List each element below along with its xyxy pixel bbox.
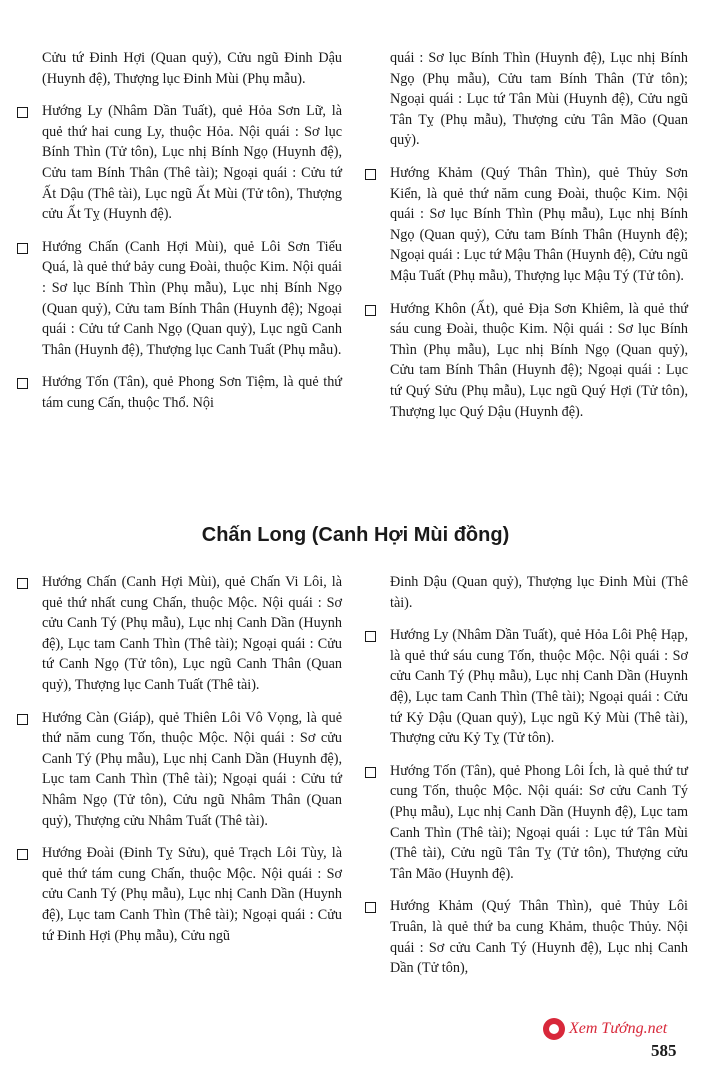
page-number: 585 [651, 1041, 677, 1060]
paragraph [42, 48, 342, 89]
checkbox-bullet-icon [17, 849, 28, 860]
checkbox-bullet-icon [365, 169, 376, 180]
checkbox-bullet-icon [365, 767, 376, 778]
paragraph-text: Hướng Chấn (Canh Hợi Mùi), quẻ Chấn Vi Lôi, là quẻ thứ nhất cung Chấn, thuộc Mộc. Nội quái : Sơ cửu Canh Tý (Phụ mẫu), Lục nhị Canh Dần (Huynh đệ), Lục tam Canh Thìn (Thê tài); Ngoại quái : Cửu tứ Canh Ngọ (Tử tôn), Lục ngũ Canh Thân (Quan quỷ), Thượng lục Canh Tuất (Thê tài). [42, 574, 342, 693]
list-item [42, 572, 342, 696]
list-item [390, 896, 688, 978]
checkbox-bullet-icon [365, 902, 376, 913]
list-item [390, 299, 688, 423]
paragraph-text: Cửu tứ Đinh Hợi (Quan quỷ), Cửu ngũ Đinh Dậu (Huynh đệ), Thượng lục Đinh Mùi (Phụ mẫu). [42, 50, 342, 87]
paragraph [390, 572, 688, 613]
watermark-text: Xem Tướng.net [569, 1020, 668, 1037]
list-item [42, 237, 342, 361]
checkbox-bullet-icon [17, 578, 28, 589]
list-item [390, 761, 688, 885]
list-item [42, 843, 342, 946]
list-item [390, 625, 688, 749]
yin-yang-logo-icon [543, 1018, 565, 1040]
section-heading: Chấn Long (Canh Hợi Mùi đồng) [201, 524, 510, 546]
paragraph-text: quái : Sơ lục Bính Thìn (Huynh đệ), Lục nhị Bính Ngọ (Phụ mẫu), Cửu tam Bính Thân (Tử tôn); Ngoại quái : Lục tứ Tân Mùi (Huynh đệ), Cửu ngũ Tân Tỵ (Phụ mẫu), Thượng cửu Tân Mão (Quan quỷ). [390, 50, 688, 149]
paragraph-text: Đinh Dậu (Quan quỷ), Thượng lục Đinh Mùi (Thê tài). [390, 574, 688, 611]
bottom-right-column [390, 572, 688, 991]
checkbox-bullet-icon [365, 305, 376, 316]
list-item [42, 372, 342, 413]
top-left-column [42, 48, 342, 426]
paragraph-text: Hướng Tốn (Tân), quẻ Phong Lôi Ích, là quẻ thứ tư cung Tốn, thuộc Mộc. Nội quái: Sơ cửu Canh Tý (Phụ mẫu), Lục nhị Canh Dần (Huynh đệ), Lục tam Canh Thìn (Thê tài); Ngoại quái : Lục tứ Tân Mùi (Thê tài), Cửu ngũ Tân Tỵ (Tử tôn), Thượng cửu Tân Mão (Huynh đệ). [390, 762, 688, 882]
paragraph-text: Hướng Khôn (Ất), quẻ Địa Sơn Khiêm, là quẻ thứ sáu cung Đoài, thuộc Kim. Nội quái : Sơ lục Bính Thìn (Phụ mẫu), Lục nhị Bính Ngọ (Quan quỷ), Cửu tam Bính Thân (Huynh đệ); Ngoại quái : Lục tứ Quý Sửu (Phụ mẫu), Lục ngũ Quý Hợi (Tử tôn), Thượng lục Quý Dậu (Huynh đệ). [390, 300, 688, 420]
paragraph-text: Hướng Ly (Nhâm Dần Tuất), quẻ Hỏa Lôi Phệ Hạp, là quẻ thứ sáu cung Tốn, thuộc Mộc. Nội quái : Sơ cửu Canh Tý (Phụ mẫu), Lục nhị Canh Dần (Huynh đệ), Lục tam Canh Thìn (Thê tài); Ngoại quái : Cửu tứ Kỷ Dậu (Quan quỷ), Lục ngũ Kỷ Mùi (Thê tài), Thượng cửu Kỷ Tỵ (Tử tôn). [390, 627, 688, 747]
list-item [390, 163, 688, 287]
checkbox-bullet-icon [17, 714, 28, 725]
checkbox-bullet-icon [17, 243, 28, 254]
list-item [42, 708, 342, 832]
paragraph-text: Hướng Chấn (Canh Hợi Mùi), quẻ Lôi Sơn Tiểu Quá, là quẻ thứ bảy cung Đoài, thuộc Kim. Nội quái : Sơ lục Bính Thìn (Phụ mẫu), Lục nhị Bính Ngọ (Quan quỷ), Cửu tam Bính Thân (Huynh đệ); Ngoại quái : Cửu tứ Canh Ngọ (Quan quỷ), Lục ngũ Canh Thân (Huynh đệ), Thượng lục Canh Tuất (Phụ mẫu). [42, 238, 342, 358]
paragraph-text: Hướng Đoài (Đinh Tỵ Sửu), quẻ Trạch Lôi Tùy, là quẻ thứ tám cung Chấn, thuộc Mộc. Nội quái : Sơ cửu Canh Tý (Phụ mẫu), Lục nhị Canh Dần (Huynh đệ), Lục tam Canh Thìn (Thê tài); Ngoại quái : Cửu tứ Đinh Hợi (Phụ mẫu), Cửu ngũ [42, 845, 342, 944]
watermark [543, 1018, 667, 1040]
paragraph-text: Hướng Càn (Giáp), quẻ Thiên Lôi Vô Vọng, là quẻ thứ năm cung Tốn, thuộc Mộc. Nội quái : Sơ cửu Canh Tý (Phụ mẫu), Lục nhị Canh Dần (Huynh đệ), Lục tam Canh Thìn (Thê tài); Ngoại quái : Cửu tứ Nhâm Ngọ (Tử tôn), Cửu ngũ Nhâm Thân (Quan quỷ), Thượng cửu Nhâm Tuất (Thê tài). [42, 709, 342, 829]
paragraph [390, 48, 688, 151]
checkbox-bullet-icon [17, 107, 28, 118]
list-item [42, 101, 342, 225]
checkbox-bullet-icon [365, 631, 376, 642]
paragraph-text: Hướng Khảm (Quý Thân Thìn), quẻ Thủy Sơn Kiển, là quẻ thứ năm cung Đoài, thuộc Kim. Nội quái : Sơ lục Bính Thìn (Phụ mẫu), Lục nhị Bính Ngọ (Quan quỷ), Cửu tam Bính Thân (Huynh đệ); Ngoại quái : Lục tứ Mậu Thân (Huynh đệ), Cửu ngũ Mậu Tuất (Phụ mẫu), Thượng lục Mậu Tý (Tử tôn). [390, 164, 688, 284]
checkbox-bullet-icon [17, 378, 28, 389]
paragraph-text: Hướng Tốn (Tân), quẻ Phong Sơn Tiệm, là quẻ thứ tám cung Cấn, thuộc Thổ. Nội [42, 374, 342, 411]
bottom-left-column [42, 572, 342, 958]
paragraph-text: Hướng Khảm (Quý Thân Thìn), quẻ Thủy Lôi Truân, là quẻ thứ ba cung Khảm, thuộc Thủy. Nội quái : Sơ cửu Canh Tý (Huynh đệ), Lục nhị Canh Dần (Tử tôn), [390, 898, 688, 977]
top-right-column [390, 48, 688, 434]
paragraph-text: Hướng Ly (Nhâm Dần Tuất), quẻ Hỏa Sơn Lữ, là quẻ thứ hai cung Ly, thuộc Hỏa. Nội quái : Sơ lục Bính Thìn (Tử tôn), Lục nhị Bính Ngọ (Huynh đệ), Cửu tam Bính Thân (Thê tài); Ngoại quái : Cửu tứ Ất Dậu (Thê tài), Lục ngũ Ất Mùi (Tử tôn), Thượng cửu Ất Tỵ (Huynh đệ). [42, 103, 342, 223]
